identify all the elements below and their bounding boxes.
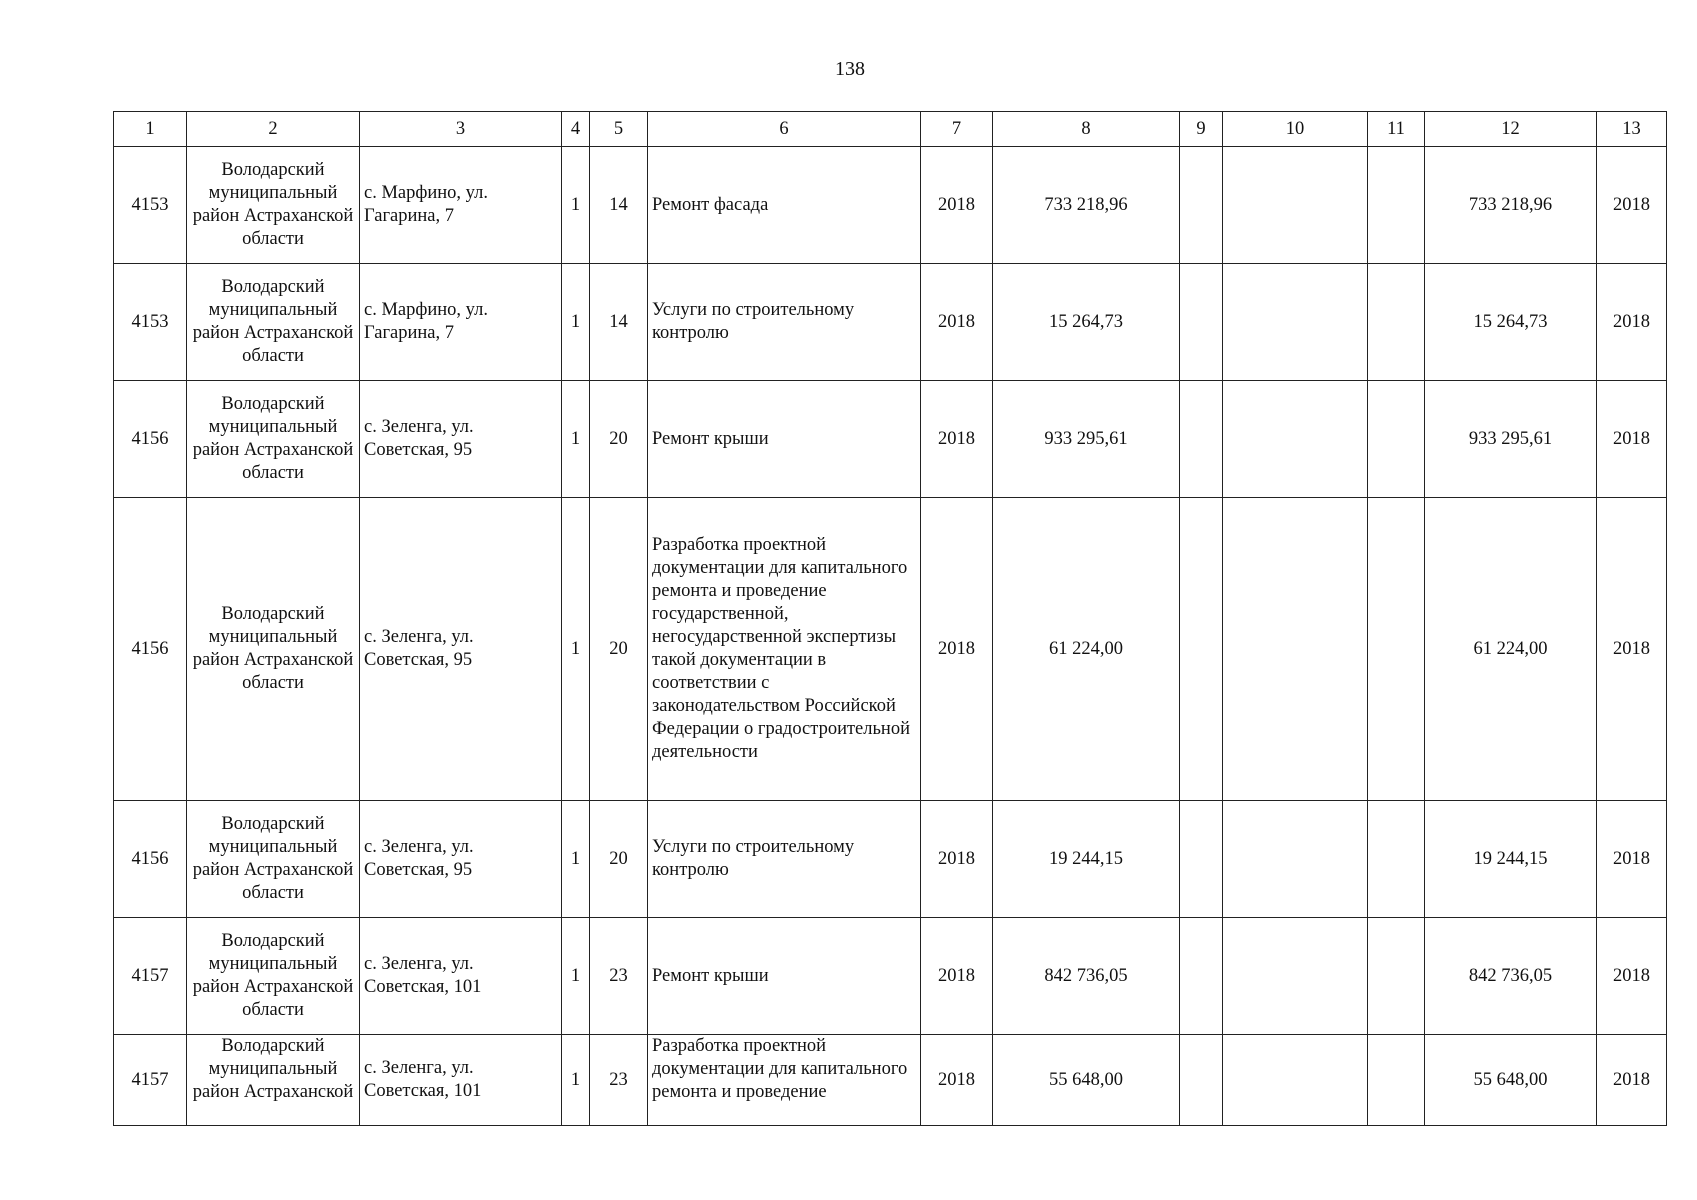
cell-address: с. Марфино, ул. Гагарина, 7 [360, 264, 562, 381]
cell-col9 [1180, 801, 1223, 918]
cell-work-type: Ремонт фасада [648, 147, 921, 264]
cell-col11 [1368, 1035, 1425, 1126]
cell-col11 [1368, 381, 1425, 498]
cell-col10 [1223, 147, 1368, 264]
table-row [114, 147, 1667, 264]
column-header: 9 [1180, 112, 1223, 147]
cell-address: с. Зеленга, ул. Советская, 101 [360, 1035, 562, 1126]
cell-cost: 61 224,00 [993, 498, 1180, 801]
table-row [114, 801, 1667, 918]
cell-col13: 2018 [1597, 147, 1667, 264]
cell-col5: 20 [590, 801, 648, 918]
cell-col10 [1223, 801, 1368, 918]
header-row [114, 112, 1667, 147]
cell-municipality: Володарский муниципальный район Астраханской области [187, 381, 360, 498]
cell-id: 4157 [114, 918, 187, 1035]
cell-col4: 1 [562, 381, 590, 498]
column-header: 13 [1597, 112, 1667, 147]
cell-cost: 19 244,15 [993, 801, 1180, 918]
cell-cost: 733 218,96 [993, 147, 1180, 264]
cell-col11 [1368, 498, 1425, 801]
cell-cost: 55 648,00 [993, 1035, 1180, 1126]
cell-municipality-text: Володарский муниципальный район Астраханской [192, 1036, 354, 1102]
cell-col10 [1223, 498, 1368, 801]
cell-col4: 1 [562, 1035, 590, 1126]
column-header: 10 [1223, 112, 1368, 147]
cell-col10 [1223, 264, 1368, 381]
cell-col4: 1 [562, 801, 590, 918]
cell-municipality: Володарский муниципальный район Астраханской области [187, 801, 360, 918]
cell-col13: 2018 [1597, 1035, 1667, 1126]
table-row [114, 918, 1667, 1035]
cell-col4: 1 [562, 918, 590, 1035]
cell-col5: 14 [590, 147, 648, 264]
cell-year: 2018 [921, 918, 993, 1035]
cell-id: 4156 [114, 801, 187, 918]
cell-col9 [1180, 147, 1223, 264]
capital-repair-table [113, 111, 1667, 1126]
page-number: 138 [835, 58, 865, 80]
cell-year: 2018 [921, 498, 993, 801]
cell-col5: 23 [590, 1035, 648, 1126]
cell-municipality [187, 1035, 360, 1126]
table-row [114, 264, 1667, 381]
cell-work-type: Ремонт крыши [648, 381, 921, 498]
cell-col11 [1368, 801, 1425, 918]
cell-id: 4153 [114, 264, 187, 381]
cell-year: 2018 [921, 1035, 993, 1126]
column-header: 7 [921, 112, 993, 147]
column-header: 5 [590, 112, 648, 147]
cell-col12: 61 224,00 [1425, 498, 1597, 801]
cell-col5: 23 [590, 918, 648, 1035]
cell-year: 2018 [921, 147, 993, 264]
cell-col9 [1180, 381, 1223, 498]
cell-col12: 842 736,05 [1425, 918, 1597, 1035]
cell-col5: 20 [590, 498, 648, 801]
cell-col13: 2018 [1597, 381, 1667, 498]
cell-cost: 933 295,61 [993, 381, 1180, 498]
cell-work-type-text: Разработка проектной документации для капитального ремонта и проведение [652, 1036, 908, 1102]
cell-col13: 2018 [1597, 801, 1667, 918]
cell-col9 [1180, 264, 1223, 381]
cell-cost: 15 264,73 [993, 264, 1180, 381]
cell-col5: 14 [590, 264, 648, 381]
cell-col13: 2018 [1597, 918, 1667, 1035]
column-header: 2 [187, 112, 360, 147]
cell-col10 [1223, 918, 1368, 1035]
cell-municipality: Володарский муниципальный район Астраханской области [187, 264, 360, 381]
cell-col12: 19 244,15 [1425, 801, 1597, 918]
cell-col10 [1223, 1035, 1368, 1126]
column-header: 8 [993, 112, 1180, 147]
cell-municipality: Володарский муниципальный район Астраханской области [187, 498, 360, 801]
cell-col11 [1368, 147, 1425, 264]
column-header: 6 [648, 112, 921, 147]
cell-col13: 2018 [1597, 498, 1667, 801]
cell-id: 4157 [114, 1035, 187, 1126]
cell-col9 [1180, 498, 1223, 801]
cell-col11 [1368, 264, 1425, 381]
cell-col13: 2018 [1597, 264, 1667, 381]
cell-col4: 1 [562, 147, 590, 264]
cell-address: с. Зеленга, ул. Советская, 95 [360, 498, 562, 801]
cell-cost: 842 736,05 [993, 918, 1180, 1035]
cell-address: с. Зеленга, ул. Советская, 95 [360, 381, 562, 498]
cell-col4: 1 [562, 498, 590, 801]
cell-col5: 20 [590, 381, 648, 498]
column-header: 1 [114, 112, 187, 147]
cell-work-type: Ремонт крыши [648, 918, 921, 1035]
cell-col12: 55 648,00 [1425, 1035, 1597, 1126]
cell-work-type: Услуги по строительному контролю [648, 801, 921, 918]
column-header: 11 [1368, 112, 1425, 147]
cell-col10 [1223, 381, 1368, 498]
cell-work-type: Услуги по строительному контролю [648, 264, 921, 381]
column-header: 12 [1425, 112, 1597, 147]
cell-year: 2018 [921, 801, 993, 918]
column-header: 3 [360, 112, 562, 147]
column-header: 4 [562, 112, 590, 147]
cell-id: 4153 [114, 147, 187, 264]
table-row [114, 498, 1667, 801]
cell-id: 4156 [114, 498, 187, 801]
cell-col9 [1180, 1035, 1223, 1126]
cell-col4: 1 [562, 264, 590, 381]
cell-year: 2018 [921, 264, 993, 381]
cell-work-type: Разработка проектной документации для капитального ремонта и проведение государственной, негосударственной экспертизы такой документации в соответствии с законодательством Российской Федерации о градостроительной деятельности [648, 498, 921, 801]
cell-col9 [1180, 918, 1223, 1035]
table-row [114, 381, 1667, 498]
cell-col11 [1368, 918, 1425, 1035]
table-row [114, 1035, 1667, 1126]
cell-col12: 933 295,61 [1425, 381, 1597, 498]
cell-col12: 15 264,73 [1425, 264, 1597, 381]
cell-municipality: Володарский муниципальный район Астраханской области [187, 918, 360, 1035]
cell-year: 2018 [921, 381, 993, 498]
cell-col12: 733 218,96 [1425, 147, 1597, 264]
cell-id: 4156 [114, 381, 187, 498]
cell-address: с. Марфино, ул. Гагарина, 7 [360, 147, 562, 264]
cell-address: с. Зеленга, ул. Советская, 95 [360, 801, 562, 918]
cell-municipality: Володарский муниципальный район Астраханской области [187, 147, 360, 264]
cell-work-type [648, 1035, 921, 1126]
cell-address: с. Зеленга, ул. Советская, 101 [360, 918, 562, 1035]
